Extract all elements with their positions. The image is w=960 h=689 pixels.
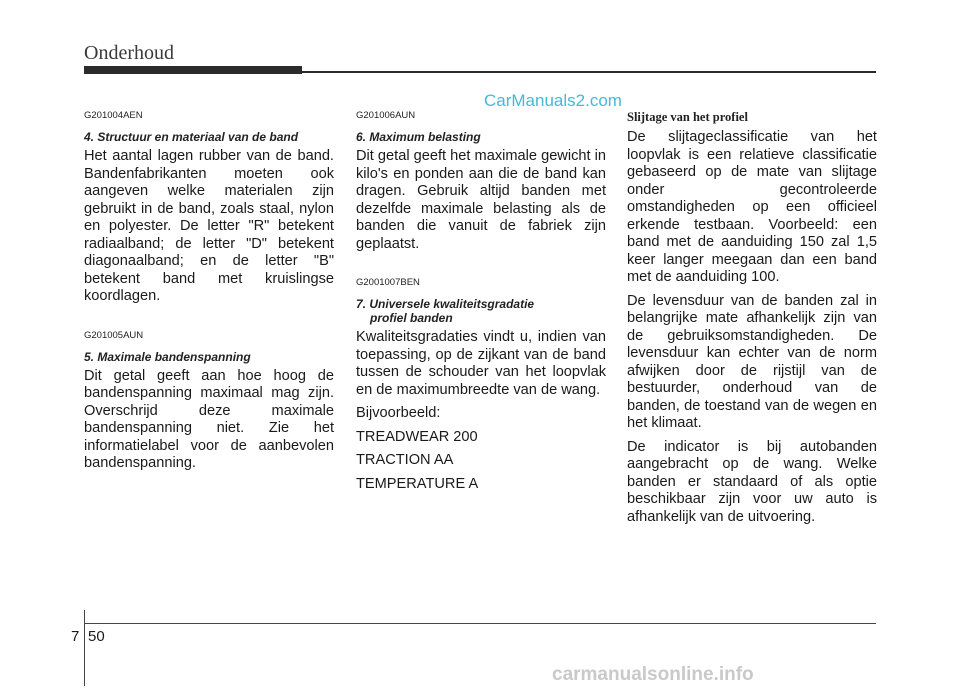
- example-line: TREADWEAR 200: [356, 428, 478, 445]
- section-text: Dit getal geeft aan hoe hoog de bandenspanning maximaal mag zijn. Overschrijd deze maximale bandenspanning niet. Zie het informatielabel voor de aanbevolen bandenspanning.: [84, 367, 334, 471]
- header-rule: [300, 71, 876, 73]
- header-accent-bar: [84, 66, 302, 74]
- section-number: 7: [71, 628, 80, 645]
- footer-divider: [84, 610, 85, 686]
- section-text: Dit getal geeft het maximale gewicht in kilo's en ponden aan die de band kan dragen. Gebruik altijd banden met dezelfde maximale belasting als de banden die vanuit de fabriek zijn geplaatst.: [356, 148, 606, 252]
- section-title: [356, 297, 606, 325]
- section-code: G201005AUN: [84, 329, 144, 341]
- section-code: G2001007BEN: [356, 277, 420, 288]
- column-middle: [356, 110, 606, 493]
- footer-rule: [84, 623, 876, 624]
- section-title: 6. Maximum belasting: [356, 130, 481, 144]
- example-line: TRACTION AA: [356, 452, 454, 468]
- section-title: 5. Maximale bandenspanning: [84, 349, 251, 364]
- section-text: Kwaliteitsgradaties vindt u, indien van toepassing, op de zijkant van de band tussen de schouder van het loopvlak en de maximumbreedte van de wang.: [356, 329, 606, 398]
- page-number: 50: [88, 628, 105, 645]
- paragraph: De slijtageclassificatie van het loopvlak is een relatieve classificatie gebaseerd op de mate van slijtage onder gecontroleerde omstandigheden op een officieel erkende testbaan. Voorbeeld: een band met de aanduiding 150 zal 1,5 keer langer meegaan dan een band met de aanduiding 100.: [627, 129, 877, 285]
- paragraph: De indicator is bij autobanden aangebracht op de wang. Welke banden er standaard of als optie beschikbaar zijn voor uw auto is afhankelijk van de uitvoering.: [627, 438, 877, 525]
- section-text: Het aantal lagen rubber van de band. Bandenfabrikanten moeten ook aangeven welke materialen zijn gebruikt in de band, zoals staal, nylon en polyester. De letter "R" betekent radiaalband; de letter "D" betekent diagonaalband; en de letter "B" betekent band met kruislingse koordlagen.: [84, 148, 334, 304]
- section-title-line2: profiel banden: [370, 311, 453, 325]
- section-title-line1: 7. Universele kwaliteitsgradatie: [356, 297, 535, 311]
- page-header-title: Onderhoud: [84, 42, 174, 64]
- watermark-bottom: carmanualsonline.info: [552, 664, 754, 685]
- section-heading: Slijtage van het profiel: [627, 110, 748, 124]
- section-code: G201006AUN: [356, 110, 416, 121]
- section-title: 4. Structuur en materiaal van de band: [84, 130, 299, 144]
- column-left: [84, 110, 334, 473]
- section-code: G201004AEN: [84, 110, 143, 121]
- column-right: [627, 110, 877, 526]
- example-label: Bijvoorbeeld:: [356, 405, 441, 421]
- paragraph: De levensduur van de banden zal in belangrijke mate afhankelijk zijn van de gebruiksomstandigheden. De levensduur kan echter van de norm afwijken door de rijstijl van de bestuurder, onderhoud van de banden, de toestand van de wegen en het klimaat.: [627, 292, 877, 431]
- example-line: TEMPERATURE A: [356, 475, 479, 492]
- watermark-top: CarManuals2.com: [484, 91, 622, 110]
